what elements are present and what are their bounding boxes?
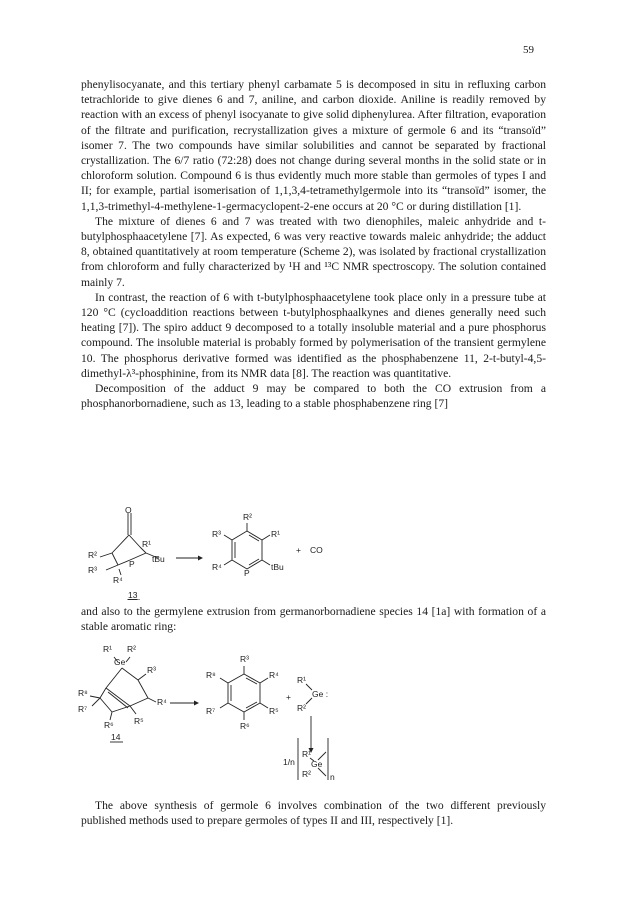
label-14-r7: R⁷	[78, 704, 88, 714]
label-poly-n: n	[330, 772, 335, 780]
label-ring-r6: R⁶	[240, 721, 250, 731]
label-14-r1: R¹	[103, 644, 112, 654]
label-r4: R⁴	[113, 575, 123, 585]
label-ring-r7: R⁷	[206, 706, 216, 716]
label-r2b: R²	[243, 512, 252, 522]
body-text-bottom	[81, 798, 546, 828]
label-plus-2: +	[286, 692, 291, 702]
label-co: CO	[310, 545, 323, 555]
label-ring-r3: R³	[240, 654, 249, 664]
label-14-ge: Ge	[114, 657, 126, 667]
body-text-top	[81, 77, 546, 411]
label-germylene-r1: R¹	[297, 675, 306, 685]
label-14-r8: R⁸	[78, 688, 88, 698]
label-pb: P	[244, 568, 250, 578]
aromatic-ring-structure	[220, 666, 268, 720]
paragraph-1: phenylisocyanate, and this tertiary phenyl carbamate 5 is decomposed in situ in refluxing carbon tetrachloride to give dienes 6 and 7, aniline, and carbon dioxide. Aniline is readily removed by reaction with an excess of phenyl isocyanate to give solid diphenylurea. After filtration, evaporation of the filtrate and purification, recrystallization gives a mixture of germole 6 and its “transoïd” isomer 7. The two compounds have similar solubilities and cannot be separated by fractional crystallization. The 6/7 ratio (72:28) does not change during several months in the solid state or in chloroform solution. Compound 6 is thus evidently much more stable than germoles of types I and II; for example, partial isomerisation of 1,1,3,4-tetramethylgermole into its “transoïd” isomer, the 1,1,3-trimethyl-4-methylene-1-germacyclopent-2-ene occurs at 20 °C or during distillation [1].	[81, 78, 546, 213]
compound-number-13: 13	[128, 590, 138, 600]
label-r2: R²	[88, 550, 97, 560]
label-germylene-r2: R²	[297, 703, 306, 713]
scheme-co-extrusion	[0, 505, 624, 600]
label-14-r5: R⁵	[134, 716, 144, 726]
paragraph-4: Decomposition of the adduct 9 may be compared to both the CO extrusion from a phosphanorbornadiene, such as 13, leading to a stable phosphabenzene ring [7]	[81, 382, 546, 411]
label-r1: R¹	[142, 539, 151, 549]
paragraph-2: The mixture of dienes 6 and 7 was treated with two dienophiles, maleic anhydride and t-butylphosphaacetylene [7]. As expected, 6 was very reactive towards maleic anhydride; the adduct 8, obtained quantitatively at room temperature (Scheme 2), was isolated by fractional crystallization from chloroform and fully characterized by ¹H and ¹³C NMR spectroscopy. The solution contained mainly 7.	[81, 214, 546, 289]
label-p: P	[129, 559, 135, 569]
reaction-arrowhead-2	[194, 701, 199, 706]
label-tbub: tBu	[271, 562, 284, 572]
label-o: O	[125, 505, 132, 515]
paragraph-3: In contrast, the reaction of 6 with t-butylphosphaacetylene took place only in a pressure tube at 120 °C (cycloaddition reactions between t-butylphosphaalkynes and dienes generally need such heating [7]). The spiro adduct 9 decomposed to a totally insoluble material and a pure phosphorus compound. The insoluble material is probably formed by polymerisation of the transient germylene 10. The phosphorus derivative formed was identified as the phosphabenzene 11, 2-t-butyl-4,5-dimethyl-λ³-phosphinine, from its NMR data [8]. The reaction was quantitative.	[81, 290, 546, 380]
label-poly-r2: R²	[302, 769, 311, 779]
label-r1b: R¹	[271, 529, 280, 539]
label-poly-ge: Ge	[311, 759, 323, 769]
label-r3: R³	[88, 565, 97, 575]
label-14-r2: R²	[127, 644, 136, 654]
page-number: 59	[523, 44, 534, 56]
label-14-r4: R⁴	[157, 697, 167, 707]
label-poly-r1: R¹	[302, 749, 311, 759]
reaction-arrowhead	[198, 556, 203, 561]
scheme-germylene-extrusion	[0, 640, 624, 780]
label-germylene-ge: Ge :	[312, 689, 329, 699]
label-14-r3: R³	[147, 665, 156, 675]
label-one-over-n: 1/n	[283, 757, 295, 767]
paragraph-6: The above synthesis of germole 6 involves combination of the two different previously published methods used to prepare germoles of types II and III, respectively [1].	[81, 799, 546, 828]
label-plus: +	[296, 545, 301, 555]
label-ring-r5: R⁵	[269, 706, 279, 716]
label-r3b: R³	[212, 529, 221, 539]
body-text-middle	[81, 604, 546, 634]
label-ring-r8: R⁸	[206, 670, 216, 680]
label-14-r6: R⁶	[104, 720, 114, 730]
label-tbu: tBu	[152, 554, 165, 564]
phosphabenzene-structure	[224, 523, 270, 569]
compound-number-14: 14	[111, 732, 121, 742]
label-r4b: R⁴	[212, 562, 222, 572]
paragraph-5: and also to the germylene extrusion from germanorbornadiene species 14 [1a] with formation of a stable aromatic ring:	[81, 605, 546, 634]
label-ring-r4: R⁴	[269, 670, 279, 680]
